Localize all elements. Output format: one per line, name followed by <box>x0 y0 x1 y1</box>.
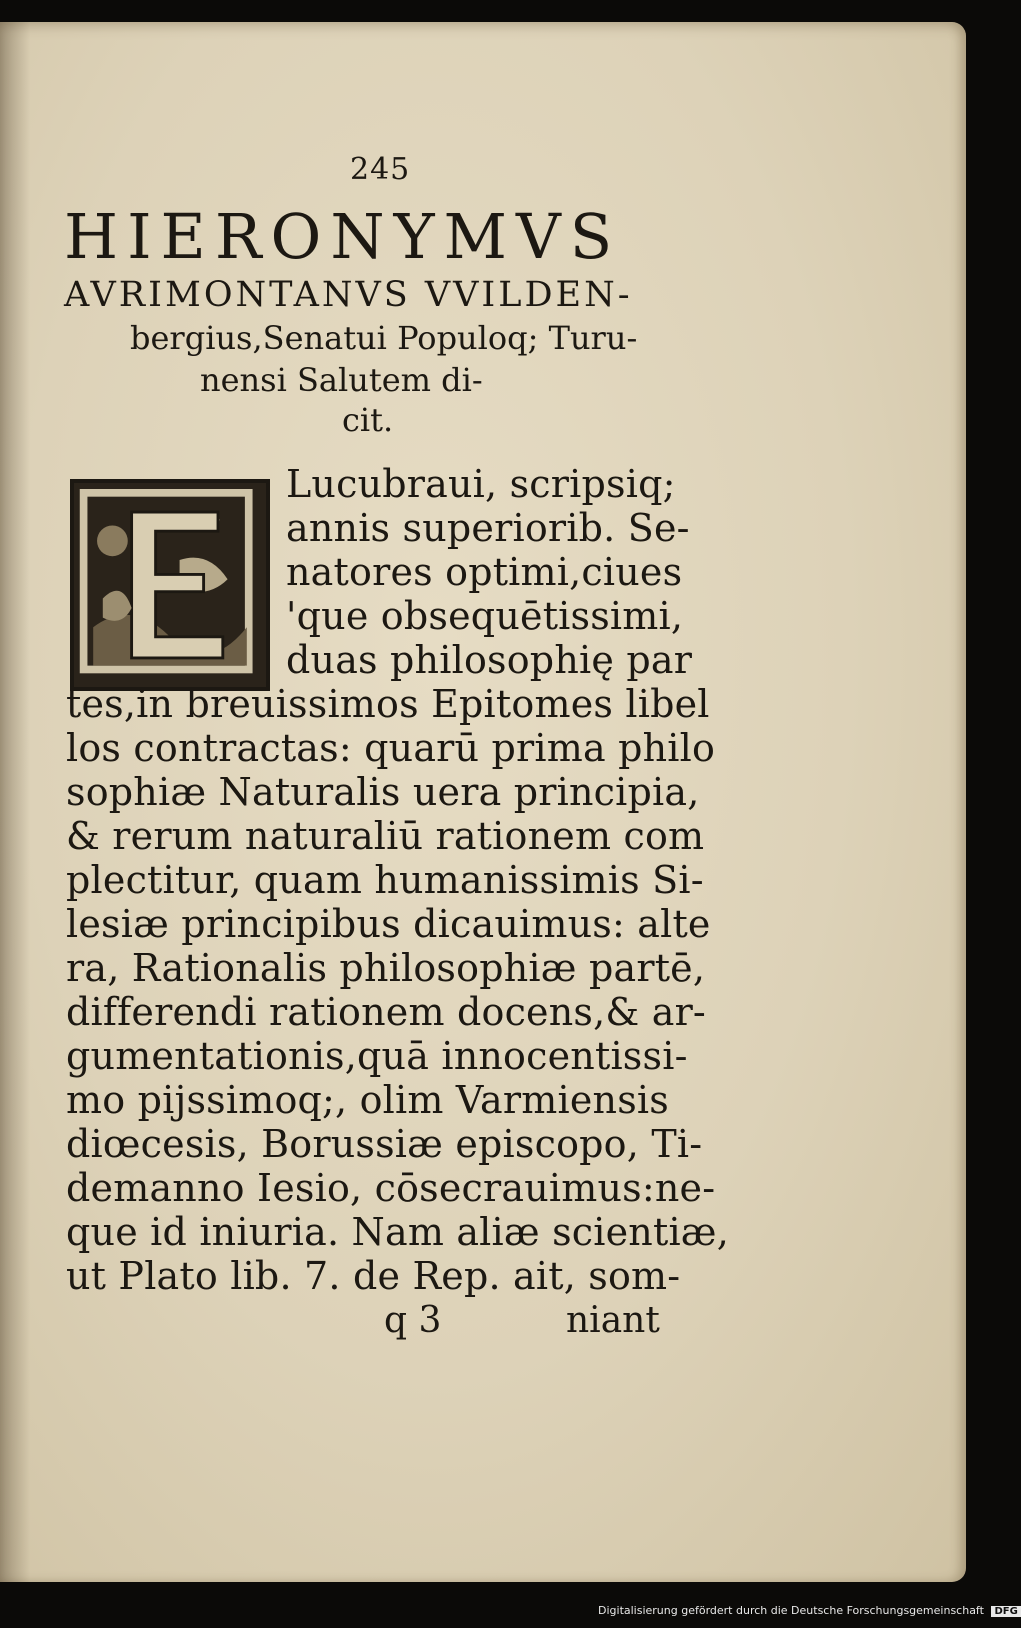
body-line-13: differendi rationem docens,& ar- <box>66 990 706 1034</box>
body-line-9: & rerum naturaliū rationem com <box>66 814 705 858</box>
heading-line-2: AVRIMONTANVS VVILDEN- <box>64 275 633 315</box>
woodcut-initial-E-icon <box>74 483 266 687</box>
footer-credit <box>598 1604 1021 1617</box>
body-line-4: 'que obsequētissimi, <box>286 594 684 638</box>
signature-mark: q 3 <box>384 1300 442 1341</box>
footer-credit-text: Digitalisierung gefördert durch die Deutsche Forschungsgemeinschaft <box>598 1604 984 1617</box>
heading-line-3: bergius,Senatui Populoq; Turu- <box>130 319 638 357</box>
body-line-2: annis superiorib. Se- <box>286 506 690 550</box>
body-line-15: mo pijssimoq;, olim Varmiensis <box>66 1078 669 1122</box>
body-line-17: demanno Iesio, cōsecrauimus:ne- <box>66 1166 716 1210</box>
body-line-8: sophiæ Naturalis uera principia, <box>66 770 700 814</box>
body-line-7: los contractas: quarū prima philo <box>66 726 716 770</box>
body-line-11: lesiæ principibus dicauimus: alte <box>66 902 711 946</box>
body-line-10: plectitur, quam humanissimis Si- <box>66 858 704 902</box>
dfg-logo: DFG <box>991 1606 1020 1617</box>
heading-line-1: HIERONYMVS <box>64 200 622 273</box>
body-line-14: gumentationis,quā innocentissi- <box>66 1034 688 1078</box>
body-line-1: Lucubraui, scripsiq; <box>286 462 676 506</box>
body-line-3: natores optimi,ciues <box>286 550 683 594</box>
heading-line-4: nensi Salutem di- <box>200 361 483 399</box>
catchword: niant <box>566 1300 660 1341</box>
book-page <box>0 22 966 1582</box>
body-line-5: duas philosophię par <box>286 638 693 682</box>
woodcut-initial-E-icon <box>70 479 270 691</box>
body-line-16: diœcesis, Borussiæ episcopo, Ti- <box>66 1122 703 1166</box>
body-line-6: tes,in breuissimos Epitomes libel <box>66 682 710 726</box>
page-number: 245 <box>350 152 411 187</box>
heading-line-5: cit. <box>342 401 394 439</box>
body-line-19: ut Plato lib. 7. de Rep. ait, som- <box>66 1254 681 1298</box>
body-line-12: ra, Rationalis philosophiæ partē, <box>66 946 706 990</box>
body-line-18: que id iniuria. Nam aliæ scientiæ, <box>66 1210 730 1254</box>
